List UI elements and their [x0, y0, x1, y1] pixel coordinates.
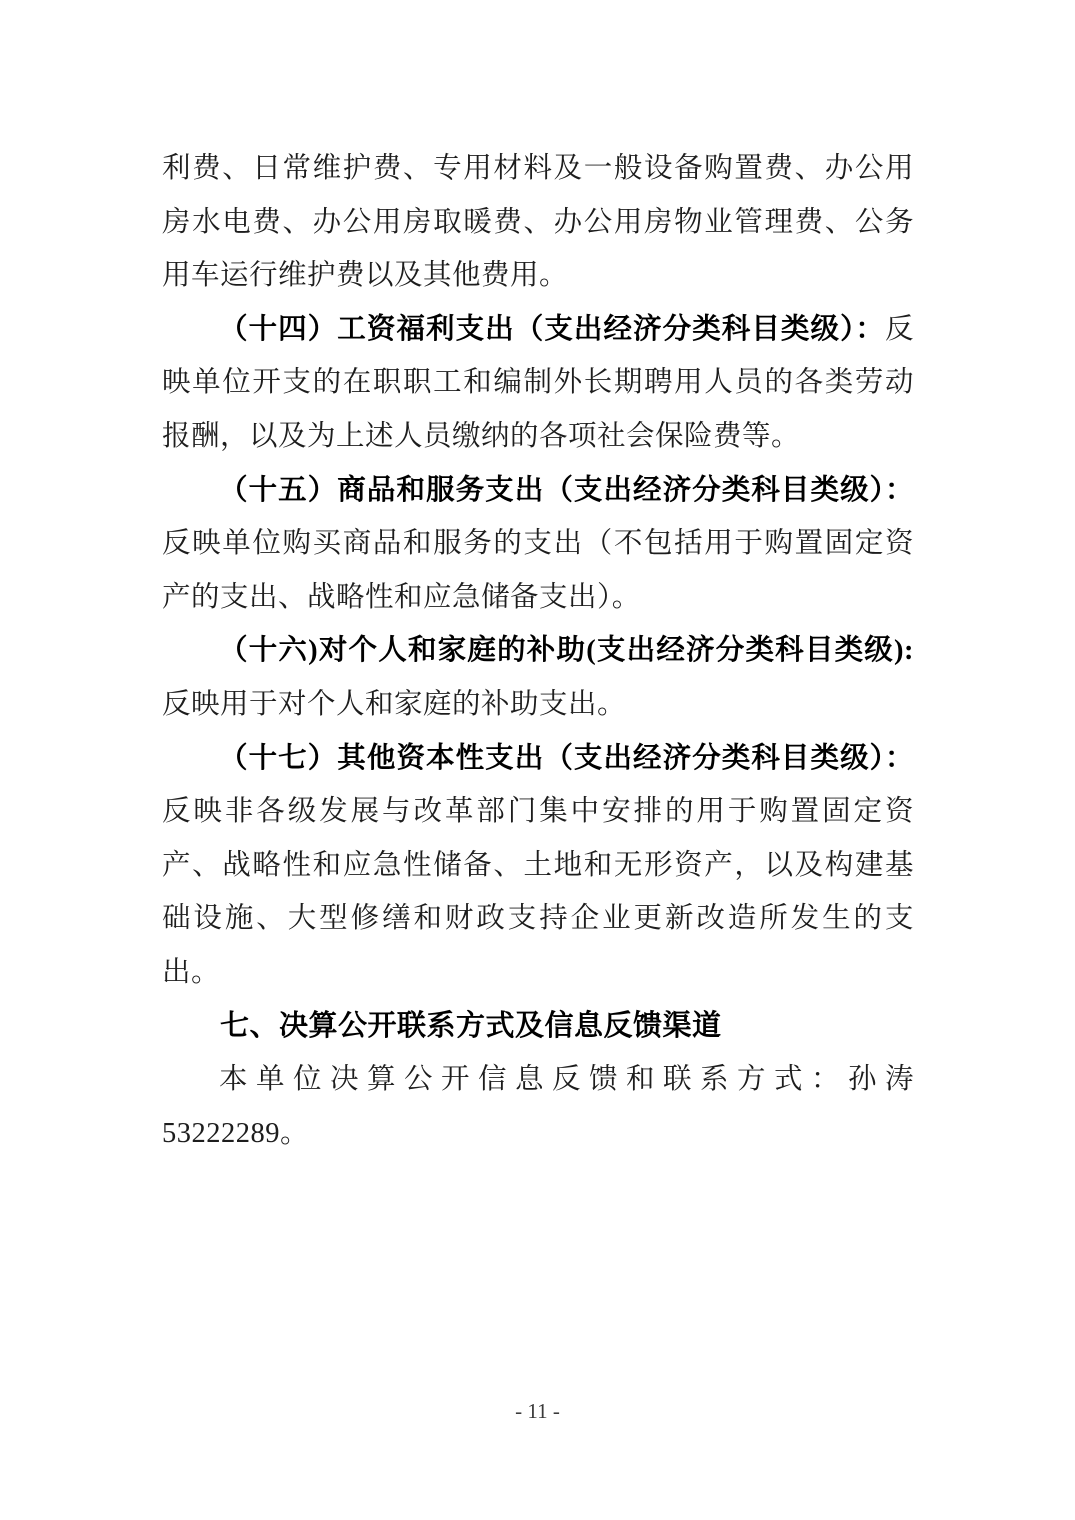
paragraph-contact: 本单位决算公开信息反馈和联系方式：孙涛 53222289。	[162, 1064, 914, 1149]
paragraph-section-15	[162, 464, 914, 625]
section-14-lead: （十四）工资福利支出（支出经济分类科目类级）：	[219, 313, 885, 345]
document-body	[162, 142, 914, 1160]
section-15-lead: （十五）商品和服务支出（支出经济分类科目类级）：	[219, 474, 914, 506]
section-16-body: 反映用于对个人和家庭的补助支出。	[162, 688, 627, 720]
section-7-heading: 七、决算公开联系方式及信息反馈渠道	[220, 1009, 722, 1042]
paragraph-section-17	[162, 732, 914, 1000]
page-number: - 11 -	[515, 1399, 560, 1423]
section-16-lead: （十六)对个人和家庭的补助(支出经济分类科目类级):	[219, 635, 914, 667]
section-15-body: 反映单位购买商品和服务的支出（不包括用于购置固定资产的支出、战略性和应急储备支出）。	[162, 528, 914, 613]
paragraph-section-16	[162, 624, 914, 731]
section-17-body: 反映非各级发展与改革部门集中安排的用于购置固定资产、战略性和应急性储备、土地和无形资产，以及构建基础设施、大型修缮和财政支持企业更新改造所发生的支出。	[162, 796, 914, 988]
section-17-lead: （十七）其他资本性支出（支出经济分类科目类级）：	[219, 742, 914, 774]
section-14-body: 反映单位开支的在职职工和编制外长期聘用人员的各类劳动报酬，以及为上述人员缴纳的各项社会保险费等。	[162, 313, 914, 452]
paragraph-expense-continuation: 利费、日常维护费、专用材料及一般设备购置费、办公用房水电费、办公用房取暖费、办公用房物业管理费、公务用车运行维护费以及其他费用。	[162, 153, 914, 292]
paragraph-section-14	[162, 303, 914, 464]
